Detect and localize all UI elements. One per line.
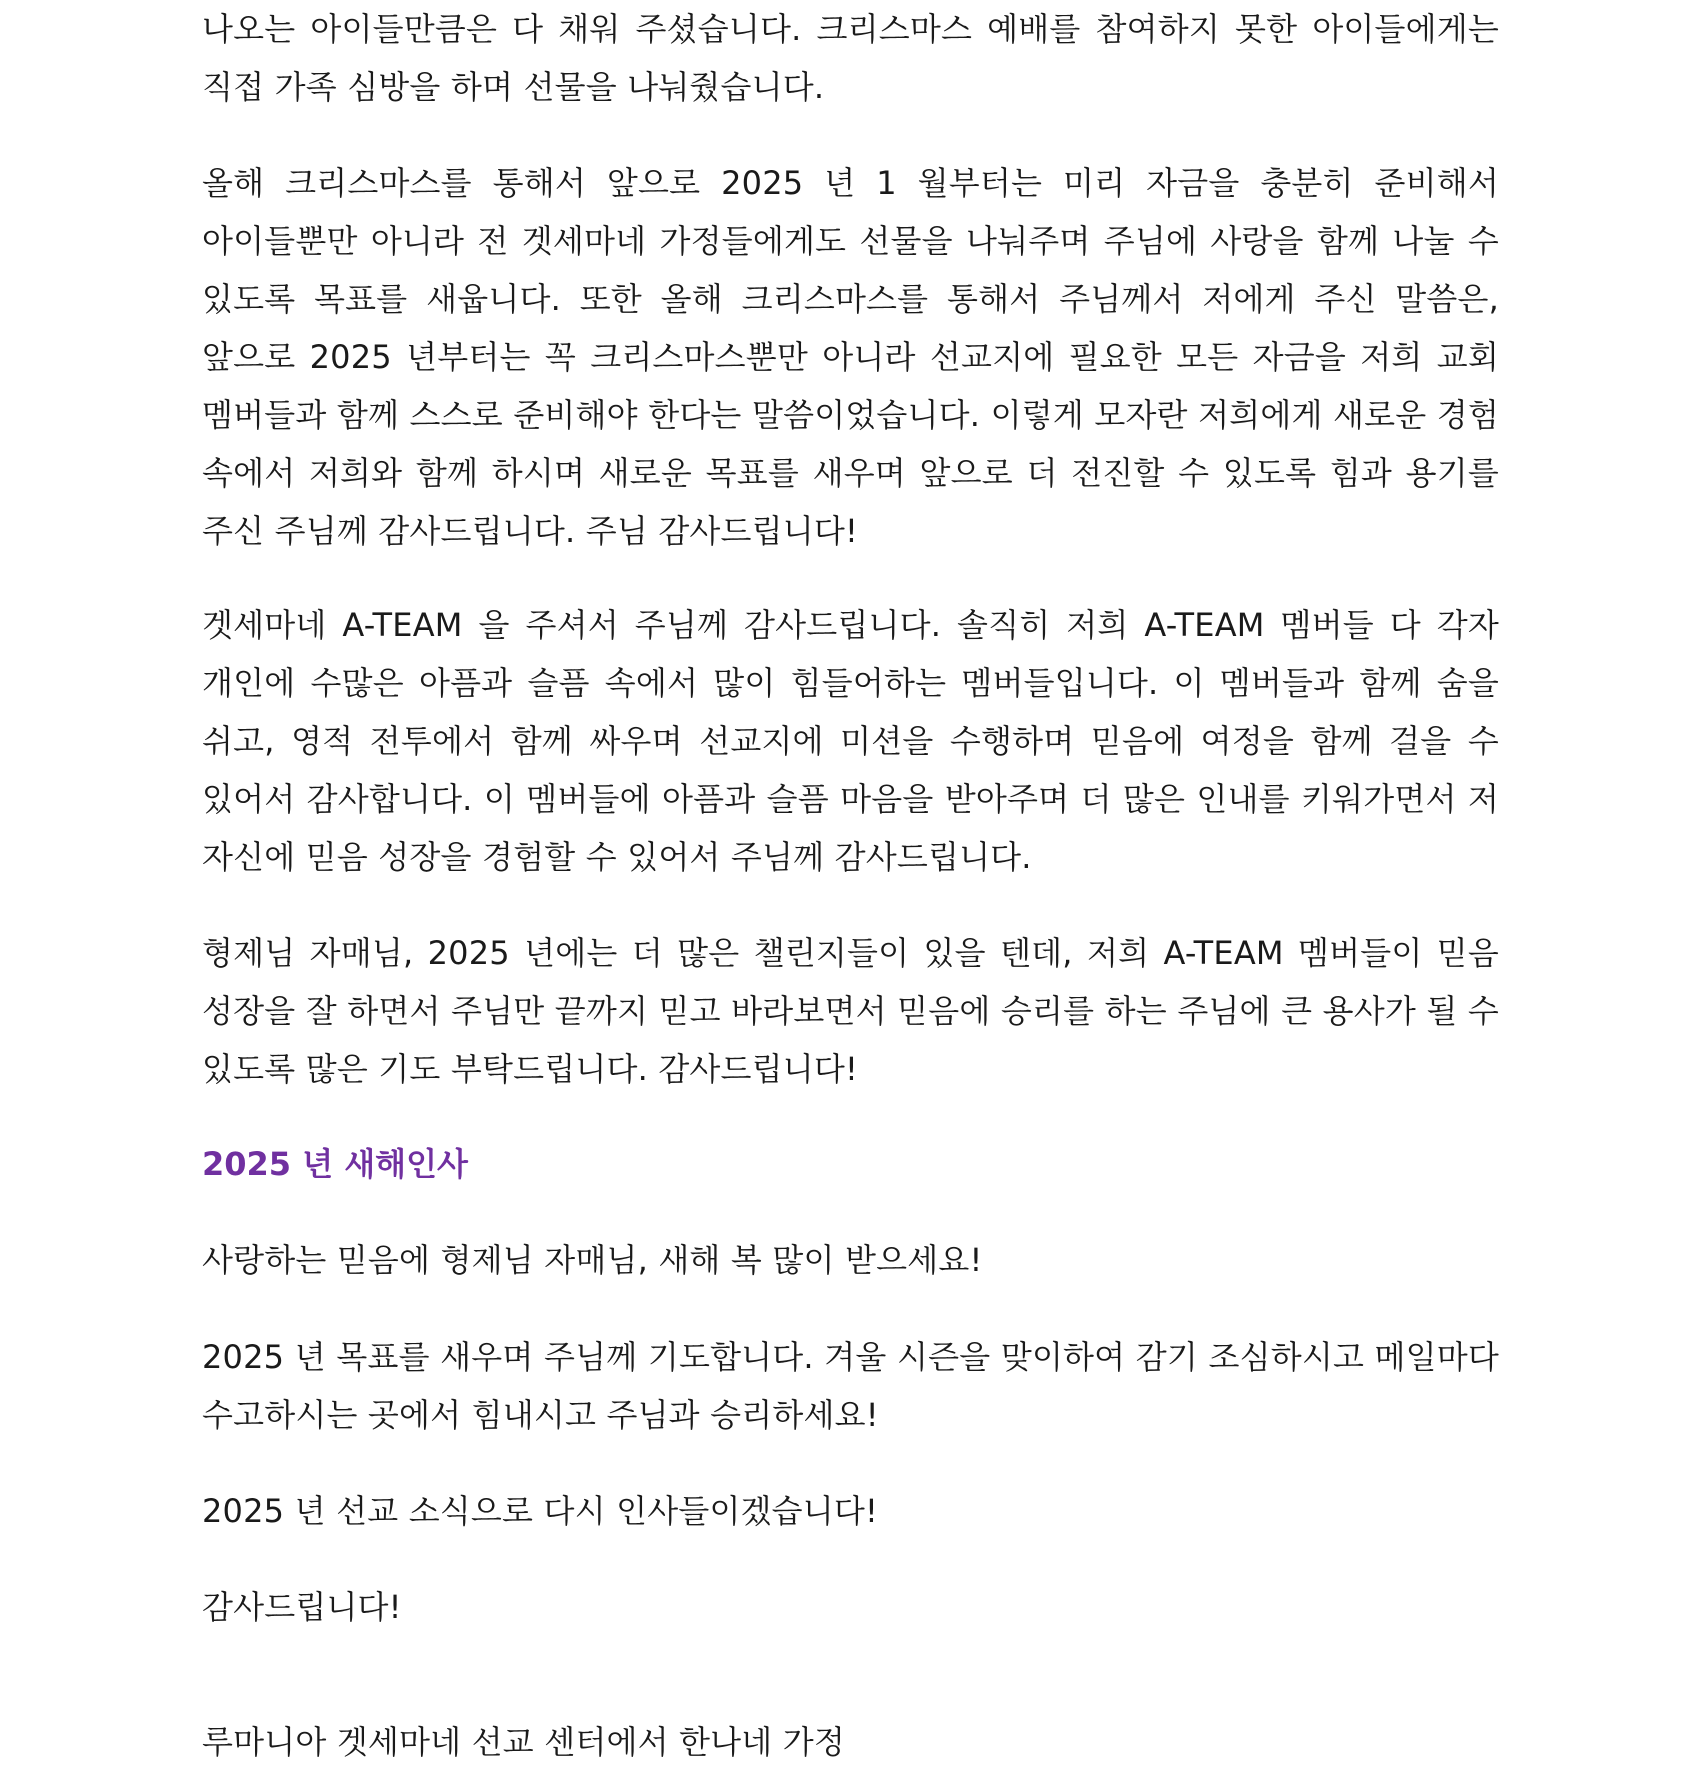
paragraph-new-year-goal: 2025 년 목표를 새우며 주님께 기도합니다. 겨울 시즌을 맞이하여 감기 조심하시고 메일마다 수고하시는 곳에서 힘내시고 주님과 승리하세요! (202, 1338, 1499, 1434)
paragraph-christmas-gifts: 나오는 아이들만큼은 다 채워 주셨습니다. 크리스마스 예배를 참여하지 못한 아이들에게는 직접 가족 심방을 하며 선물을 나눠줬습니다. (202, 10, 1499, 106)
section-heading-new-year: 2025 년 새해인사 (202, 1145, 468, 1183)
paragraph-thanks: 감사드립니다! (202, 1588, 402, 1626)
paragraph-prayer-request: 형제님 자매님, 2025 년에는 더 많은 챌린지들이 있을 텐데, 저희 A-TEAM 멤버들이 믿음 성장을 잘 하면서 주님만 끝까지 믿고 바라보면서 믿음에 승리를 하는 주님에 큰 용사가 될 수 있도록 많은 기도 부탁드립니다. 감사드립니다! (202, 934, 1499, 1088)
signature-line: 루마니아 겟세마네 선교 센터에서 한나네 가정 (202, 1723, 845, 1761)
paragraph-christmas-goals: 올해 크리스마스를 통해서 앞으로 2025 년 1 월부터는 미리 자금을 충분히 준비해서 아이들뿐만 아니라 전 겟세마네 가정들에게도 선물을 나눠주며 주님에 사랑을 함께 나눌 수 있도록 목표를 새웁니다. 또한 올해 크리스마스를 통해서 주님께서 저에게 주신 말씀은, 앞으로 2025 년부터는 꼭 크리스마스뿐만 아니라 선교지에 필요한 모든 자금을 저희 교회 멤버들과 함께 스스로 준비해야 한다는 말씀이었습니다. 이렇게 모자란 저희에게 새로운 경험 속에서 저희와 함께 하시며 새로운 목표를 새우며 앞으로 더 전진할 수 있도록 힘과 용기를 주신 주님께 감사드립니다. 주님 감사드립니다! (202, 164, 1499, 550)
paragraph-a-team: 겟세마네 A-TEAM 을 주셔서 주님께 감사드립니다. 솔직히 저희 A-TEAM 멤버들 다 각자 개인에 수많은 아픔과 슬픔 속에서 많이 힘들어하는 멤버들입니다. 이 멤버들과 함께 숨을 쉬고, 영적 전투에서 함께 싸우며 선교지에 미션을 수행하며 믿음에 여정을 함께 걸을 수 있어서 감사합니다. 이 멤버들에 아픔과 슬픔 마음을 받아주며 더 많은 인내를 키워가면서 저 자신에 믿음 성장을 경험할 수 있어서 주님께 감사드립니다. (202, 606, 1499, 876)
paragraph-closing: 2025 년 선교 소식으로 다시 인사들이겠습니다! (202, 1492, 879, 1530)
paragraph-greeting: 사랑하는 믿음에 형제님 자매님, 새해 복 많이 받으세요! (202, 1241, 983, 1279)
